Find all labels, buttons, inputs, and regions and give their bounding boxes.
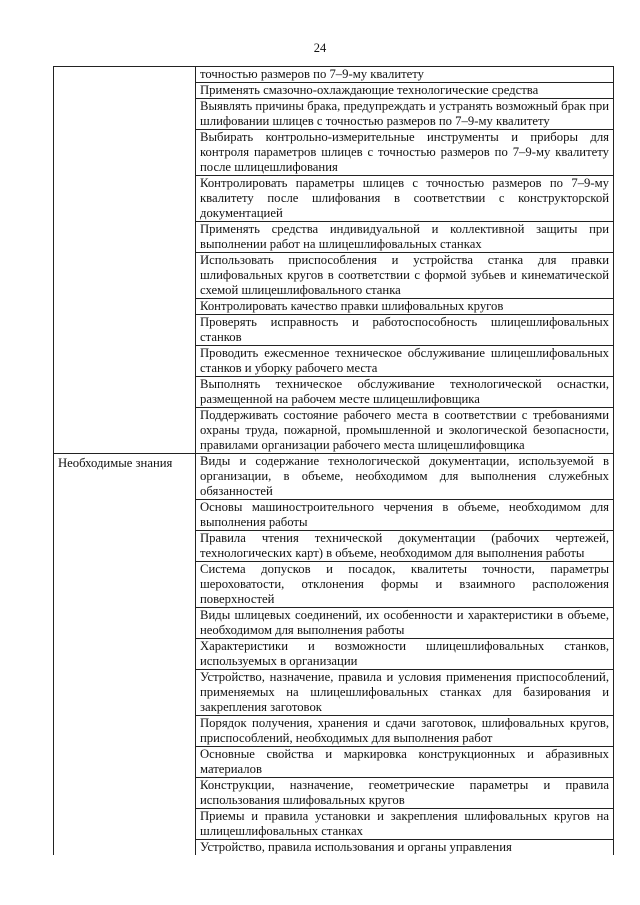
- knowledge-item: Устройство, правила использования и органы управления: [196, 840, 614, 856]
- skills-item: Проводить ежесменное техническое обслуживание шлицешлифовальных станков и уборку рабочего места: [196, 346, 614, 377]
- label-cell-empty: [54, 83, 196, 99]
- label-cell-empty: [54, 716, 196, 747]
- label-cell-empty: [54, 176, 196, 222]
- knowledge-item: Правила чтения технической документации (рабочих чертежей, технологических карт) в объеме, необходимом для выполнения работы: [196, 531, 614, 562]
- knowledge-item: Виды шлицевых соединений, их особенности и характеристики в объеме, необходимом для выполнения работы: [196, 608, 614, 639]
- label-cell-empty: [54, 408, 196, 454]
- skills-row: [54, 176, 614, 222]
- label-cell-empty: [54, 222, 196, 253]
- knowledge-row: [54, 809, 614, 840]
- label-cell-empty: [54, 253, 196, 299]
- skills-item: Проверять исправность и работоспособность шлицешлифовальных станков: [196, 315, 614, 346]
- knowledge-row: [54, 562, 614, 608]
- knowledge-section-label: Необходимые знания: [54, 454, 196, 500]
- skills-section-label: [54, 67, 196, 83]
- label-cell-empty: [54, 809, 196, 840]
- skills-item: Использовать приспособления и устройства станка для правки шлифовальных кругов в соответствии с формой зубьев и кинематической схемой шлицешлифовального станка: [196, 253, 614, 299]
- knowledge-item: Основные свойства и маркировка конструкционных и абразивных материалов: [196, 747, 614, 778]
- requirements-table: [53, 66, 614, 855]
- knowledge-row: [54, 747, 614, 778]
- label-cell-empty: [54, 130, 196, 176]
- skills-item: Поддерживать состояние рабочего места в соответствии с требованиями охраны труда, пожарной, промышленной и экологической безопасности, правилами организации рабочего места шлицешлифовщика: [196, 408, 614, 454]
- skills-item: Применять смазочно-охлаждающие технологические средства: [196, 83, 614, 99]
- skills-item: Контролировать параметры шлицев с точностью размеров по 7–9-му квалитету после шлифования в соответствии с конструкторской документацией: [196, 176, 614, 222]
- knowledge-item: Характеристики и возможности шлицешлифовальных станков, используемых в организации: [196, 639, 614, 670]
- knowledge-row: [54, 608, 614, 639]
- page-number: 24: [313, 41, 327, 55]
- label-cell-empty: [54, 99, 196, 130]
- skills-row: [54, 67, 614, 83]
- knowledge-row: [54, 500, 614, 531]
- skills-row: [54, 299, 614, 315]
- skills-item: Контролировать качество правки шлифовальных кругов: [196, 299, 614, 315]
- skills-row: [54, 408, 614, 454]
- skills-item: Применять средства индивидуальной и коллективной защиты при выполнении работ на шлицешлифовальных станках: [196, 222, 614, 253]
- requirements-table-body: [54, 67, 614, 856]
- knowledge-row: [54, 639, 614, 670]
- knowledge-item: Устройство, назначение, правила и условия применения приспособлений, применяемых на шлицешлифовальных станках для базирования и закрепления заготовок: [196, 670, 614, 716]
- knowledge-row: [54, 840, 614, 856]
- skills-row: [54, 346, 614, 377]
- label-cell-empty: [54, 670, 196, 716]
- knowledge-row: [54, 531, 614, 562]
- label-cell-empty: [54, 747, 196, 778]
- skills-item: Выполнять техническое обслуживание технологической оснастки, размещенной на рабочем месте шлицешлифовщика: [196, 377, 614, 408]
- skills-item: Выбирать контрольно-измерительные инструменты и приборы для контроля параметров шлицев с точностью размеров по 7–9-му квалитету после шлицешлифования: [196, 130, 614, 176]
- knowledge-row: [54, 454, 614, 500]
- skills-row: [54, 83, 614, 99]
- label-cell-empty: [54, 500, 196, 531]
- knowledge-item: Система допусков и посадок, квалитеты точности, параметры шероховатости, отклонения формы и взаимного расположения поверхностей: [196, 562, 614, 608]
- skills-row: [54, 315, 614, 346]
- knowledge-row: [54, 716, 614, 747]
- knowledge-item: Виды и содержание технологической документации, используемой в организации, в объеме, необходимом для выполнения служебных обязанностей: [196, 454, 614, 500]
- label-cell-empty: [54, 377, 196, 408]
- label-cell-empty: [54, 840, 196, 856]
- label-cell-empty: [54, 778, 196, 809]
- knowledge-row: [54, 778, 614, 809]
- skills-row: [54, 222, 614, 253]
- knowledge-item: Приемы и правила установки и закрепления шлифовальных кругов на шлицешлифовальных станках: [196, 809, 614, 840]
- label-cell-empty: [54, 299, 196, 315]
- skills-row: [54, 253, 614, 299]
- skills-item: точностью размеров по 7–9-му квалитету: [196, 67, 614, 83]
- knowledge-item: Порядок получения, хранения и сдачи заготовок, шлифовальных кругов, приспособлений, необходимых для выполнения работ: [196, 716, 614, 747]
- skills-row: [54, 99, 614, 130]
- label-cell-empty: [54, 639, 196, 670]
- label-cell-empty: [54, 608, 196, 639]
- label-cell-empty: [54, 346, 196, 377]
- label-cell-empty: [54, 531, 196, 562]
- knowledge-item: Конструкции, назначение, геометрические параметры и правила использования шлифовальных кругов: [196, 778, 614, 809]
- label-cell-empty: [54, 562, 196, 608]
- knowledge-item: Основы машиностроительного черчения в объеме, необходимом для выполнения работы: [196, 500, 614, 531]
- knowledge-row: [54, 670, 614, 716]
- skills-row: [54, 130, 614, 176]
- skills-row: [54, 377, 614, 408]
- label-cell-empty: [54, 315, 196, 346]
- skills-item: Выявлять причины брака, предупреждать и устранять возможный брак при шлифовании шлицев с точностью размеров по 7–9-му квалитету: [196, 99, 614, 130]
